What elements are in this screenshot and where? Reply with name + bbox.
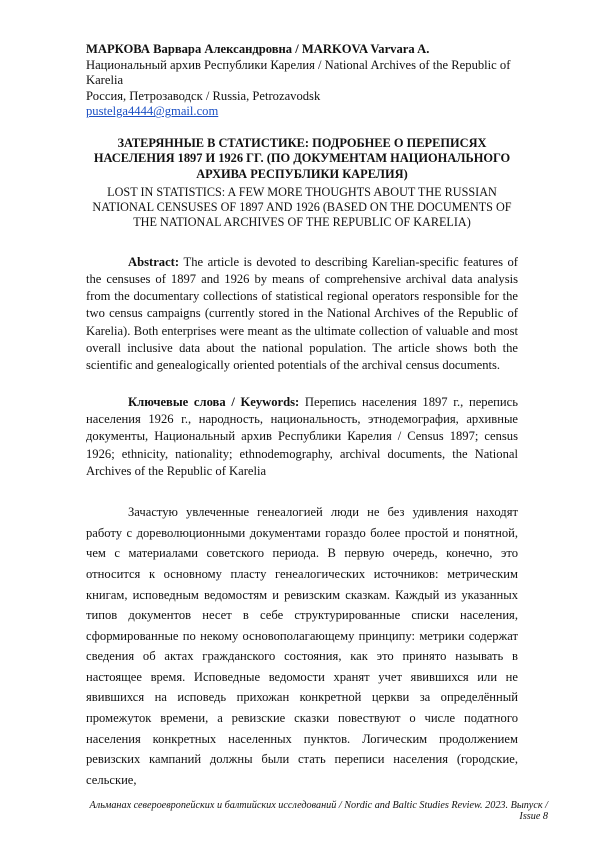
article-page (86, 38, 518, 790)
keywords-text: Перепись населения 1897 г., перепись населения 1926 г., народность, национальность, этнодемография, архивные документы, Национальный архив Республики Карелия / Census 1897; census 1926; ethnicity, nationality; ethnodemography, archival documents, the National Archives of the Republic of Karelia (86, 394, 518, 478)
abstract-paragraph (86, 254, 518, 375)
title-russian: ЗАТЕРЯННЫЕ В СТАТИСТИКЕ: ПОДРОБНЕЕ О ПЕРЕПИСЯХ НАСЕЛЕНИЯ 1897 И 1926 ГГ. (ПО ДОКУМЕНТАМ НАЦИОНАЛЬНОГО АРХИВА РЕСПУБЛИКИ КАРЕЛИЯ) (93, 135, 511, 181)
journal-footer: Альманах североевропейских и балтийских исследований / Nordic and Baltic Studies Review. 2023. Выпуск / Issue 8 (89, 800, 548, 822)
abstract-label: Abstract: (128, 254, 184, 269)
author-email-link[interactable]: pustelga4444@gmail.com (86, 104, 219, 119)
author-affiliation: Национальный архив Республики Карелия / National Archives of the Republic of Karelia (86, 57, 511, 88)
keywords-label: Ключевые слова / Keywords: (128, 394, 305, 409)
abstract-text: The article is devoted to describing Karelian-specific features of the censuses of 1897 and 1926 by means of comprehensive archival data analysis from the documentary collections of statistical regional operators responsible for the two census campaigns (currently stored in the National Archives of the Republic of Karelia). Both enterprises were meant as the ultimate collection of valuable and most overall inclusive data about the national population. The article shows both the scientific and genealogically oriented potentials of the archival census documents. (86, 254, 518, 373)
author-block (86, 42, 518, 120)
author-name: МАРКОВА Варвара Александровна / MARKOVA Varvara A. (86, 42, 430, 56)
title-english: LOST IN STATISTICS: A FEW MORE THOUGHTS ABOUT THE RUSSIAN NATIONAL CENSUSES OF 1897 AND 1926 (BASED ON THE DOCUMENTS OF THE NATIONAL ARCHIVES OF THE REPUBLIC OF KARELIA) (92, 185, 512, 229)
keywords-paragraph (86, 394, 518, 480)
author-location: Россия, Петрозаводск / Russia, Petrozavodsk (86, 88, 321, 103)
body-paragraph: Зачастую увлеченные генеалогией люди не без удивления находят работу с дореволюционными документами гораздо более простой и понятной, чем с материалами советского периода. В первую очередь, конечно, это относится к основному пласту генеалогических источников: метрическим книгам, исповедным ведомостям и ревизским сказкам. Каждый из указанных типов документов несет в себе структурированные списки населения, сформированные по некому основополагающему принципу: метрики содержат сведения об актах гражданского состояния, как это принято называть в настоящее время. Исповедные ведомости хранят учет явившихся или не явившихся на исповедь прихожан конкретной церкви за определённый промежуток времени, а ревизские сказки повествуют о числе податного населения конкретных населенных пунктов. Логическим продолжением ревизских кампаний должны были стать переписи населения (городские, сельские, (86, 505, 518, 787)
